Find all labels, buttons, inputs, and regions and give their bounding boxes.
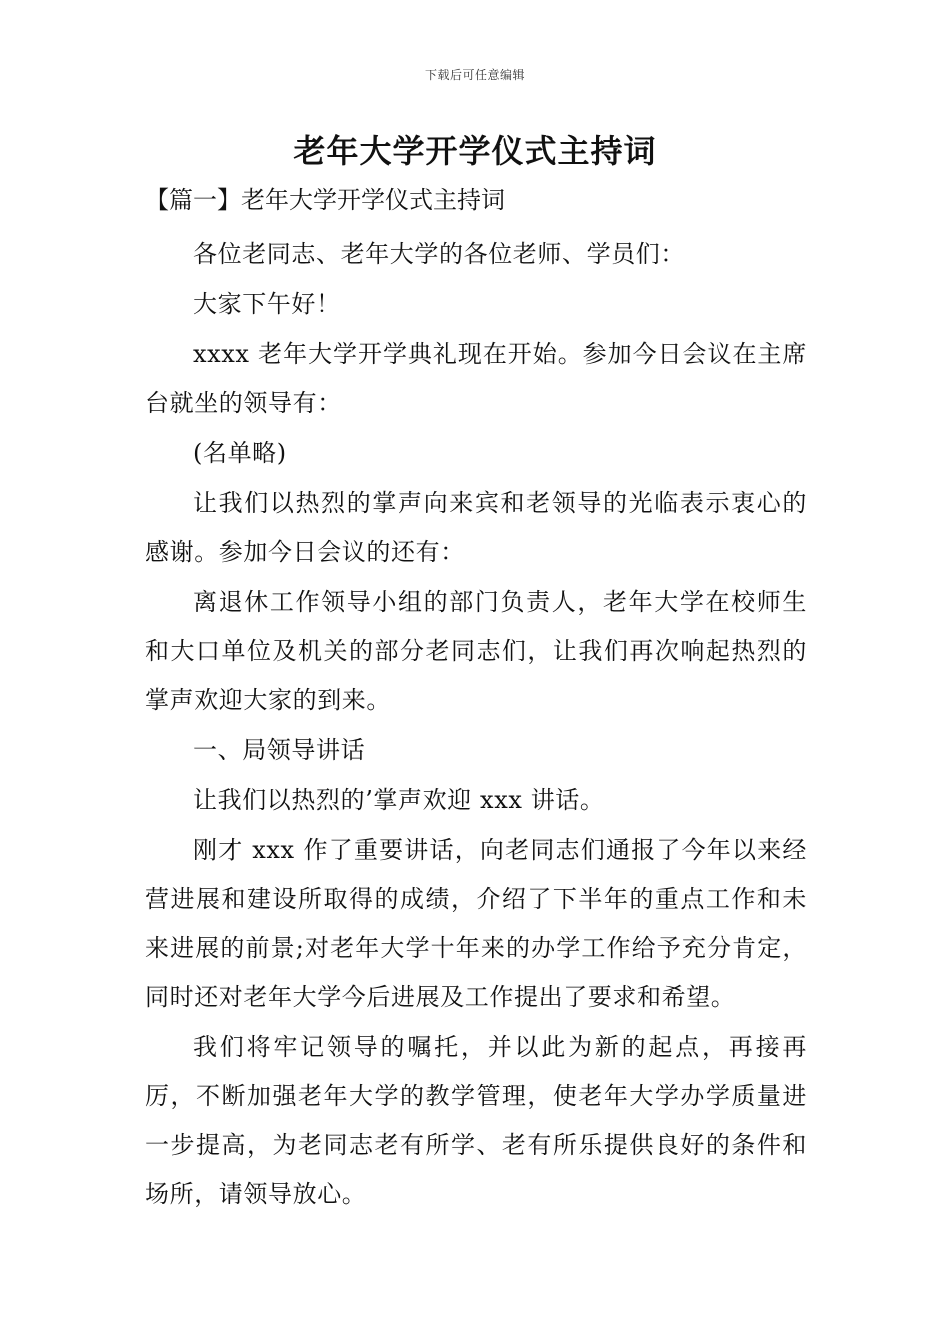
paragraph-welcome-guests: 让我们以热烈的掌声向来宾和老领导的光临表示衷心的感谢。参加今日会议的还有： [145,489,807,566]
paragraph-invite-speech: 让我们以热烈的’掌声欢迎 xxx 讲话。 [193,786,605,814]
header-note: 下载后可任意编辑 [424,68,525,82]
document-title: 老年大学开学仪式主持词 [293,132,657,170]
section-heading: 【篇一】老年大学开学仪式主持词 [145,186,505,214]
paragraph-name-list-omitted: (名单略) [193,439,287,467]
paragraph-commitment: 我们将牢记领导的嘱托，并以此为新的起点，再接再厉，不断加强老年大学的教学管理，使老年大学办学质量进一步提高，为老同志老有所学、老有所乐提供良好的条件和场所，请领导放心。 [145,1033,807,1208]
paragraph-speech-summary: 刚才 xxx 作了重要讲话，向老同志们通报了今年以来经营进展和建设所取得的成绩，介绍了下半年的重点工作和未来进展的前景;对老年大学十年来的办学工作给予充分肯定，同时还对老年大学今后进展及工作提出了要求和希望。 [145,836,807,1011]
paragraph-agenda-item-one: 一、局领导讲话 [193,736,366,764]
paragraph-other-attendees: 离退休工作领导小组的部门负责人，老年大学在校师生和大口单位及机关的部分老同志们，让我们再次响起热烈的掌声欢迎大家的到来。 [145,588,807,714]
paragraph-greeting-afternoon: 大家下午好！ [193,290,341,318]
document-body [145,180,807,1220]
paragraph-greeting-audience: 各位老同志、老年大学的各位老师、学员们： [193,240,685,268]
paragraph-ceremony-opening: xxxx 老年大学开学典礼现在开始。参加今日会议在主席台就坐的领导有： [145,340,807,417]
